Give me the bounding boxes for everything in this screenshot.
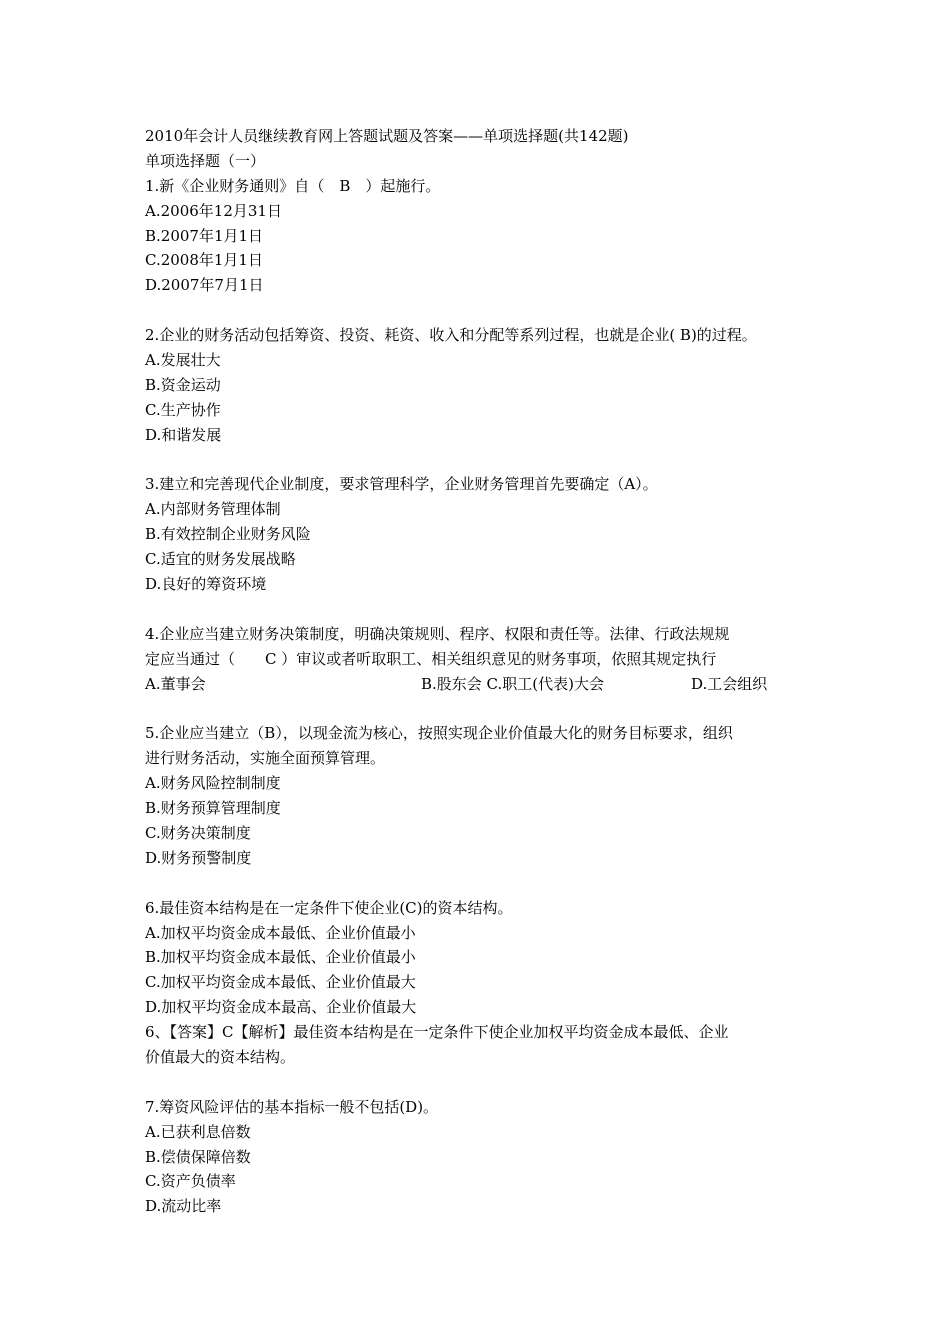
spacer xyxy=(145,696,825,721)
question-1-option-d: D.2007年7月1日 xyxy=(145,276,264,295)
question-6-analysis-line-2: 价值最大的资本结构。 xyxy=(145,1047,296,1066)
question-7-option-c: C.资产负债率 xyxy=(145,1172,236,1191)
question-5-option-b: B.财务预算管理制度 xyxy=(145,799,281,818)
question-5-option-c: C.财务决策制度 xyxy=(145,823,251,842)
question-5-stem-line-1: 5.企业应当建立（B），以现金流为核心，按照实现企业价值最大化的财务目标要求，组织 xyxy=(145,724,733,743)
question-6-option-c: C.加权平均资金成本最低、企业价值最大 xyxy=(145,973,416,992)
question-2-option-d: D.和谐发展 xyxy=(145,425,222,444)
section-heading: 单项选择题（一） xyxy=(145,151,266,170)
question-2-option-a: A.发展壮大 xyxy=(145,351,221,370)
question-6-stem: 6.最佳资本结构是在一定条件下使企业(C)的资本结构。 xyxy=(145,898,513,917)
question-1-option-b: B.2007年1月1日 xyxy=(145,226,264,245)
question-3-stem: 3.建立和完善现代企业制度，要求管理科学，企业财务管理首先要确定（A）。 xyxy=(145,475,658,494)
spacer xyxy=(145,597,825,622)
spacer xyxy=(145,1070,825,1095)
question-4-stem-line-1: 4.企业应当建立财务决策制度，明确决策规则、程序、权限和责任等。法律、行政法规规 xyxy=(145,624,730,643)
question-7-option-a: A.已获利息倍数 xyxy=(145,1122,251,1141)
question-7-stem: 7.筹资风险评估的基本指标一般不包括(D)。 xyxy=(145,1097,439,1116)
spacer xyxy=(145,871,825,896)
question-5-option-d: D.财务预警制度 xyxy=(145,848,252,867)
question-1-option-c: C.2008年1月1日 xyxy=(145,251,263,270)
question-3-option-b: B.有效控制企业财务风险 xyxy=(145,525,311,544)
question-4-options-row xyxy=(145,672,825,697)
question-4-option-d: D.工会组织 xyxy=(691,674,768,693)
document-body xyxy=(145,124,825,1219)
spacer xyxy=(145,298,825,323)
question-5-option-a: A.财务风险控制制度 xyxy=(145,774,281,793)
question-6-analysis-line-1: 6、【答案】C【解析】最佳资本结构是在一定条件下使企业加权平均资金成本最低、企业 xyxy=(145,1023,729,1042)
question-5-stem-line-2: 进行财务活动，实施全面预算管理。 xyxy=(145,749,386,768)
spacer xyxy=(145,448,825,473)
question-6-option-a: A.加权平均资金成本最低、企业价值最小 xyxy=(145,923,416,942)
question-1-option-a: A.2006年12月31日 xyxy=(145,201,282,220)
question-2-option-c: C.生产协作 xyxy=(145,400,221,419)
question-7-option-b: B.偿债保障倍数 xyxy=(145,1147,251,1166)
question-3-option-c: C.适宜的财务发展战略 xyxy=(145,550,296,569)
question-2-stem: 2.企业的财务活动包括筹资、投资、耗资、收入和分配等系列过程，也就是企业( B)的过程。 xyxy=(145,326,757,345)
question-4-option-bc: B.股东会 C.职工(代表)大会 xyxy=(421,674,604,693)
question-6-option-d: D.加权平均资金成本最高、企业价值最大 xyxy=(145,998,417,1017)
question-1-stem: 1.新《企业财务通则》自（ B ）起施行。 xyxy=(145,176,441,195)
question-4-stem-line-2: 定应当通过（ C ）审议或者听取职工、相关组织意见的财务事项，依照其规定执行 xyxy=(145,649,717,668)
question-4-option-a: A.董事会 xyxy=(145,674,206,693)
question-6-option-b: B.加权平均资金成本最低、企业价值最小 xyxy=(145,948,416,967)
question-3-option-a: A.内部财务管理体制 xyxy=(145,500,281,519)
question-2-option-b: B.资金运动 xyxy=(145,375,221,394)
question-7-option-d: D.流动比率 xyxy=(145,1197,222,1216)
question-3-option-d: D.良好的筹资环境 xyxy=(145,575,267,594)
document-title: 2010年会计人员继续教育网上答题试题及答案——单项选择题(共142题) xyxy=(145,127,629,145)
